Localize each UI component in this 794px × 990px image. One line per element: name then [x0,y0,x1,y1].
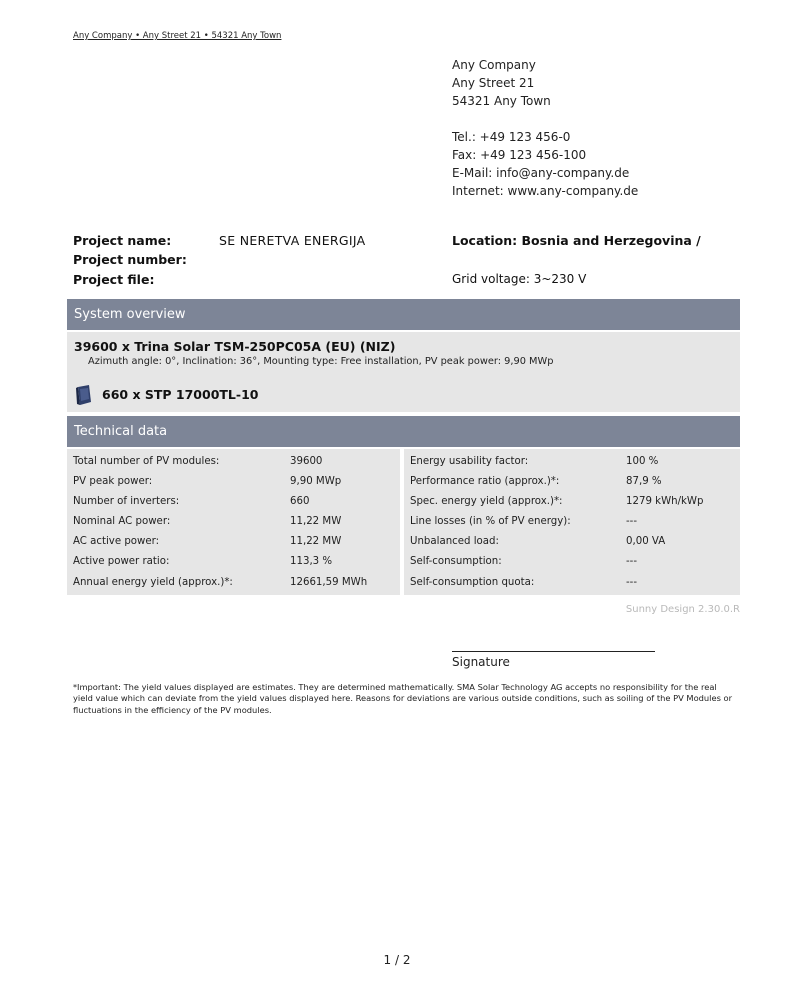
tech-label: Nominal AC power: [73,516,171,527]
pv-module-title: 39600 x Trina Solar TSM-250PC05A (EU) (NIZ) [74,339,396,354]
tech-label: Number of inverters: [73,496,180,507]
inverter-title: 660 x STP 17000TL-10 [102,387,259,402]
grid-voltage: Grid voltage: 3~230 V [452,272,587,286]
system-overview-box [67,332,740,412]
project-name-label: Project name: [73,233,172,248]
tech-label: PV peak power: [73,476,153,487]
project-location: Location: Bosnia and Herzegovina / [452,233,701,248]
tech-value: 12661,59 MWh [290,577,368,588]
company-name: Any Company [452,58,536,72]
tech-label: Annual energy yield (approx.)*: [73,577,233,588]
tech-value: 0,00 VA [626,536,666,547]
tech-value: --- [626,556,638,567]
tech-value: 113,3 % [290,556,333,567]
tech-value: 39600 [290,456,323,467]
project-file-label: Project file: [73,272,155,287]
company-tel: Tel.: +49 123 456-0 [452,130,571,144]
tech-label: Energy usability factor: [410,456,529,467]
tech-label: Self-consumption quota: [410,577,535,588]
footnote-text: Important: The yield values displayed are estimates. They are determined mathematically. SMA Solar Technology AG accepts no responsibility for the real yield value which can deviate from the yield values displayed here. Reasons for deviations are various outside conditions, such as soiling of the PV Modules or fluctuations in the efficiency of the PV modules. [73,682,733,715]
tech-value: --- [626,577,638,588]
footnote-mark: * [73,683,77,692]
tech-label: Unbalanced load: [410,536,499,547]
tech-label: Total number of PV modules: [73,456,220,467]
technical-data-right [404,449,740,595]
tech-label: Line losses (in % of PV energy): [410,516,571,527]
tech-label: AC active power: [73,536,160,547]
tech-value: 11,22 MW [290,536,342,547]
tech-value: 1279 kWh/kWp [626,496,704,507]
sender-line: Any Company • Any Street 21 • 54321 Any Town [73,31,282,41]
tech-label: Spec. energy yield (approx.)*: [410,496,563,507]
tech-value: 9,90 MWp [290,476,342,487]
system-overview-header: System overview [67,299,740,330]
project-number-label: Project number: [73,252,187,267]
tech-value: 660 [290,496,310,507]
company-city: 54321 Any Town [452,94,551,108]
tech-label: Self-consumption: [410,556,502,567]
company-address [452,56,638,200]
tech-label: Active power ratio: [73,556,170,567]
company-internet: Internet: www.any-company.de [452,184,639,198]
technical-data-left [67,449,400,595]
tech-value: 87,9 % [626,476,662,487]
tech-value: --- [626,516,638,527]
company-street: Any Street 21 [452,76,535,90]
page-number: 1 / 2 [383,953,411,967]
software-version: Sunny Design 2.30.0.R [625,604,740,615]
project-name-value: SE NERETVA ENERGIJA [219,233,366,248]
tech-value: 11,22 MW [290,516,342,527]
inverter-icon [76,385,92,406]
tech-value: 100 % [626,456,659,467]
signature-line [452,651,655,652]
signature-label: Signature [452,655,510,669]
pv-module-details: Azimuth angle: 0°, Inclination: 36°, Mounting type: Free installation, PV peak power: 9,90 MWp [88,356,554,367]
technical-data-header: Technical data [67,416,740,447]
disclaimer-footnote [73,682,733,716]
company-fax: Fax: +49 123 456-100 [452,148,587,162]
tech-label: Performance ratio (approx.)*: [410,476,560,487]
company-email: E-Mail: info@any-company.de [452,166,630,180]
